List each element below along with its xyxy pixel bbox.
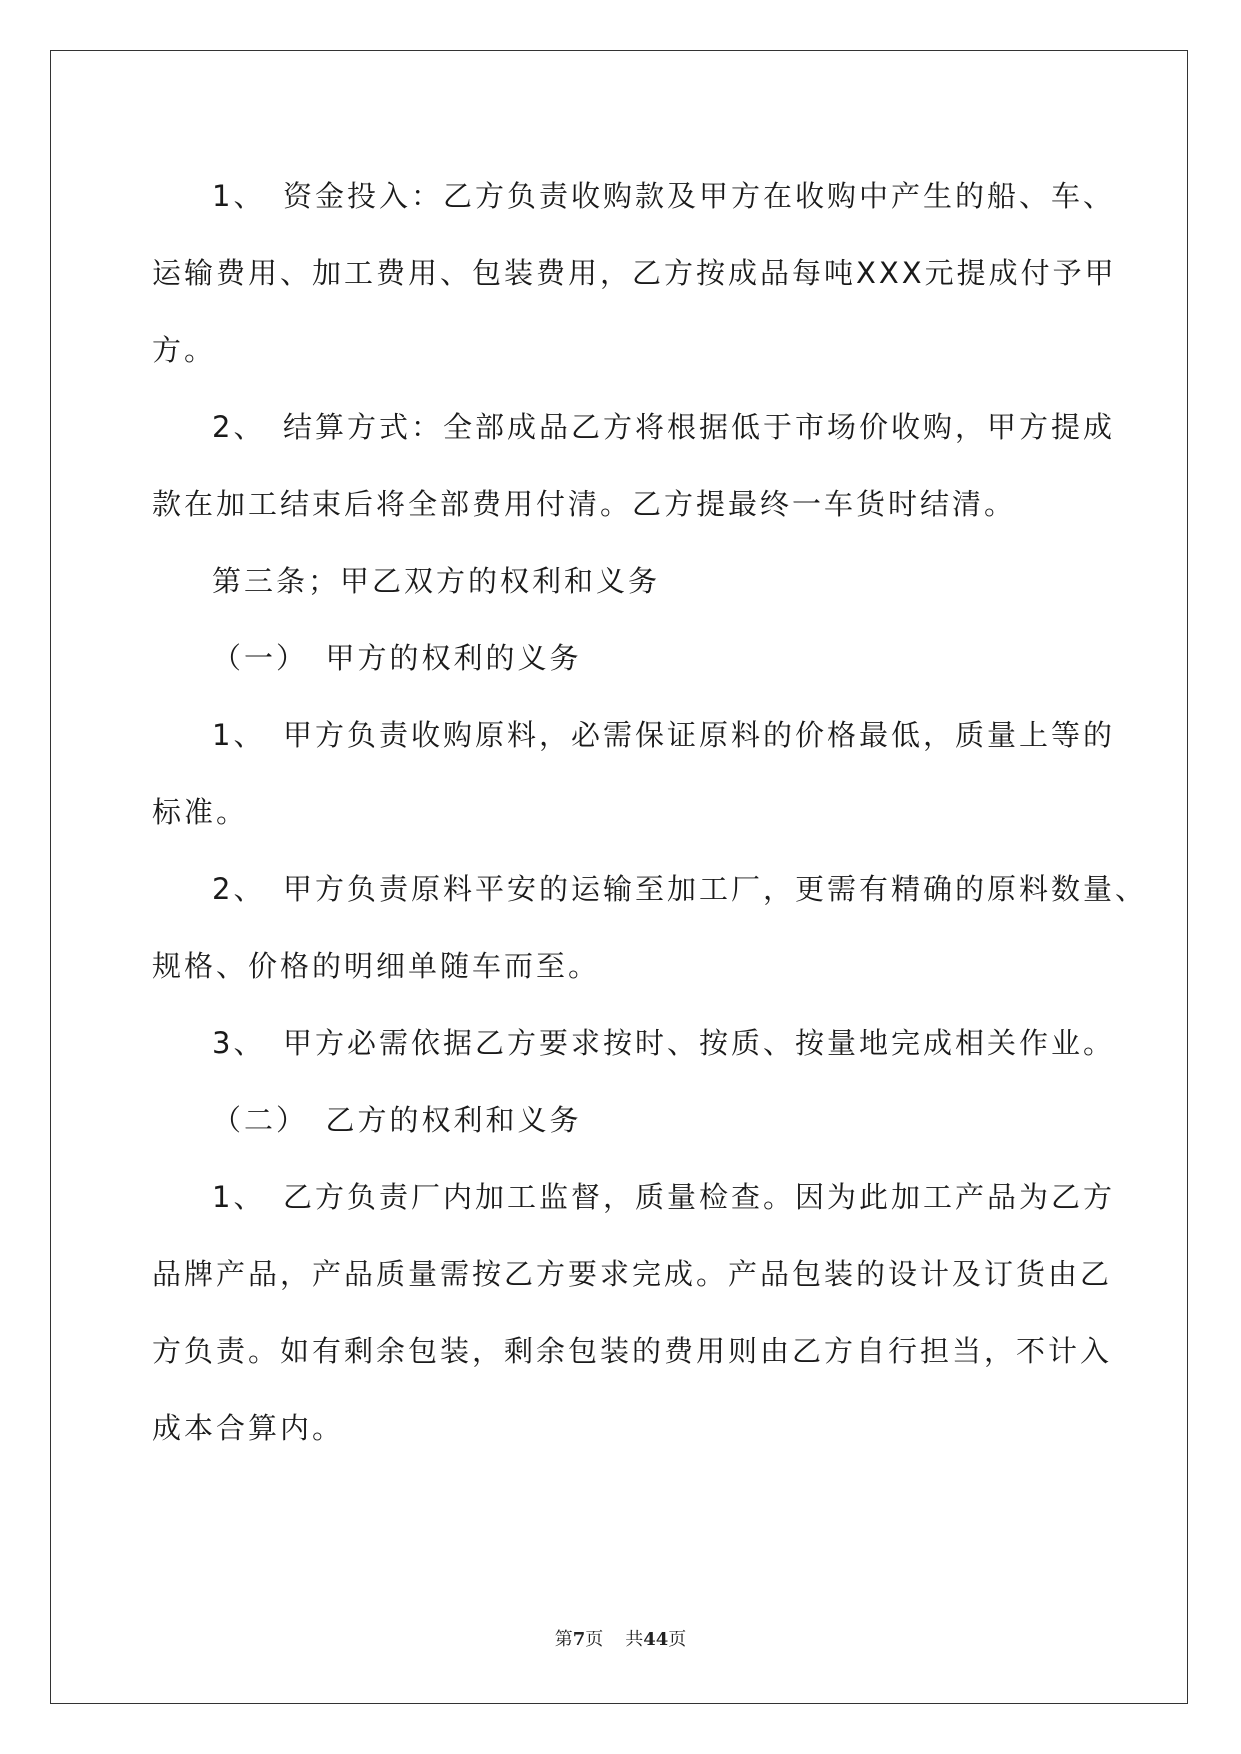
paragraph-line: 运输费用、加工费用、包装费用，乙方按成品每吨XXX元提成付予甲 [152,256,1117,290]
paragraph-line: 规格、价格的明细单随车而至。 [152,949,601,983]
paragraph-line: 3、 甲方必需依据乙方要求按时、按质、按量地完成相关作业。 [212,1026,1115,1060]
paragraph-line: 方负责。如有剩余包装，剩余包装的费用则由乙方自行担当，不计入 [152,1334,1113,1368]
page-footer [0,1625,1241,1651]
footer-page-suffix: 页 [585,1629,604,1650]
paragraph-line: 款在加工结束后将全部费用付清。乙方提最终一车货时结清。 [152,487,1017,521]
paragraph-line: 1、 甲方负责收购原料，必需保证原料的价格最低，质量上等的 [212,718,1115,752]
paragraph-line: 标准。 [152,795,249,829]
section-heading: （一） 甲方的权利的义务 [212,641,582,675]
footer-total-prefix: 共 [625,1629,644,1650]
footer-page-number: 7 [572,1629,586,1650]
document-body [152,158,1147,1467]
paragraph-line: 品牌产品，产品质量需按乙方要求完成。产品包装的设计及订货由乙 [152,1257,1113,1291]
paragraph-line: 方。 [152,333,217,367]
paragraph-line: 2、 结算方式：全部成品乙方将根据低于市场价收购，甲方提成 [212,410,1115,444]
footer-total-pages: 44 [643,1629,669,1650]
footer-page-prefix: 第 [554,1629,573,1650]
paragraph-line: 1、 资金投入：乙方负责收购款及甲方在收购中产生的船、车、 [212,179,1115,213]
footer-total-suffix: 页 [668,1629,687,1650]
paragraph-line: 2、 甲方负责原料平安的运输至加工厂，更需有精确的原料数量、 [212,872,1147,906]
article-heading: 第三条；甲乙双方的权利和义务 [212,564,661,598]
paragraph-line: 成本合算内。 [152,1411,345,1445]
section-heading: （二） 乙方的权利和义务 [212,1103,582,1137]
paragraph-line: 1、 乙方负责厂内加工监督，质量检查。因为此加工产品为乙方 [212,1180,1115,1214]
